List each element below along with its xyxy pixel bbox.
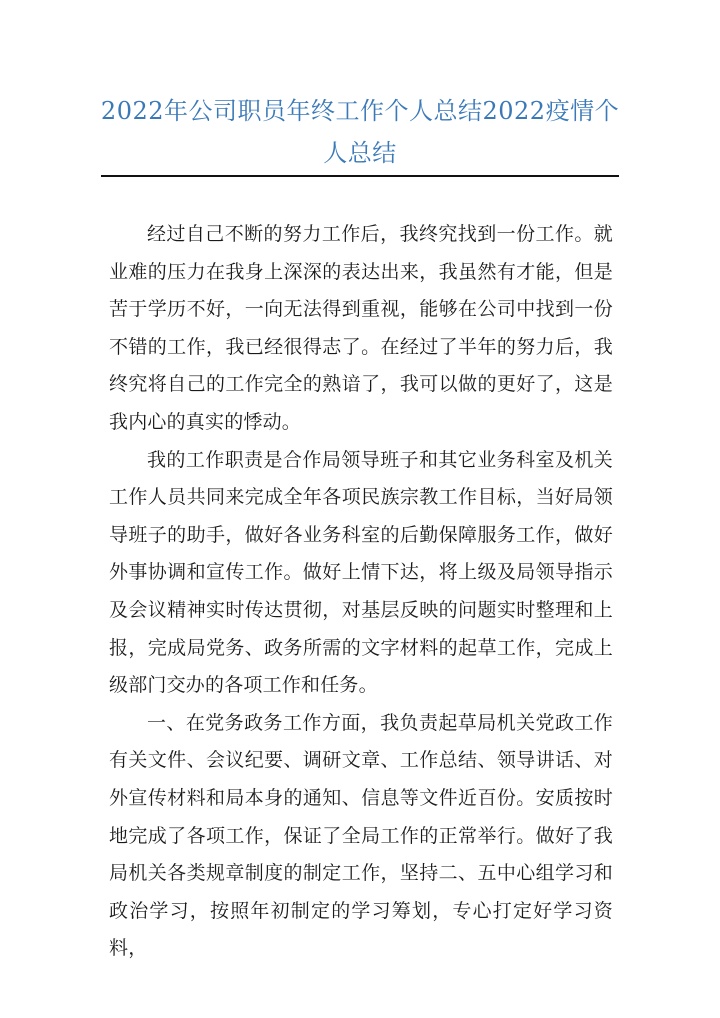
paragraph-3: 一、在党务政务工作方面，我负责起草局机关党政工作有关文件、会议纪要、调研文章、工作总结、领导讲话、对外宣传材料和局本身的通知、信息等文件近百份。安质按时地完成了各项工作，保证了全局工作的正常举行。做好了我局机关各类规章制度的制定工作，坚持二、五中心组学习和政治学习，按照年初制定的学习筹划，专心打定好学习资料， — [109, 711, 613, 960]
document-title: 2022年公司职员年终工作个人总结2022疫情个人总结 — [100, 97, 620, 167]
document-body — [109, 216, 613, 968]
paragraph-2: 我的工作职责是合作局领导班子和其它业务科室及机关工作人员共同来完成全年各项民族宗教工作目标，当好局领导班子的助手，做好各业务科室的后勤保障服务工作，做好外事协调和宣传工作。做好上情下达，将上级及局领导指示及会议精神实时传达贯彻，对基层反映的问题实时整理和上报，完成局党务、政务所需的文字材料的起草工作，完成上级部门交办的各项工作和任务。 — [109, 448, 613, 697]
title-divider — [101, 175, 619, 177]
paragraph-1: 经过自己不断的努力工作后，我终究找到一份工作。就业难的压力在我身上深深的表达出来，我虽然有才能，但是苦于学历不好，一向无法得到重视，能够在公司中找到一份不错的工作，我已经很得志了。在经过了半年的努力后，我终究将自己的工作完全的熟谙了，我可以做的更好了，这是我内心的真实的悸动。 — [109, 223, 613, 433]
